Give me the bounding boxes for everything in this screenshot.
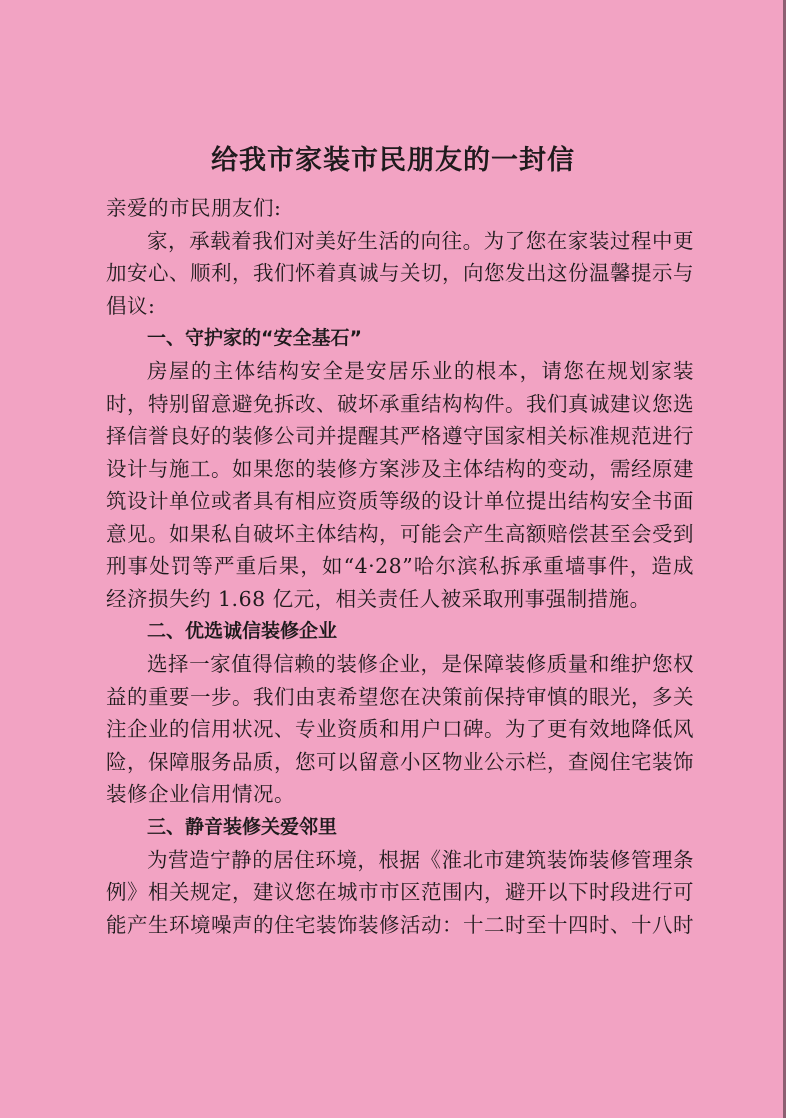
intro-paragraph: 家，承载着我们对美好生活的向往。为了您在家装过程中更加安心、顺利，我们怀着真诚与关切，向您发出这份温馨提示与倡议: [106,228,694,318]
section-heading-1: 一、守护家的“安全基石” [147,327,362,349]
salutation: 亲爱的市民朋友们: [106,196,282,220]
section-heading-2: 二、优选诚信装修企业 [147,620,338,642]
section-body-1: 房屋的主体结构安全是安居乐业的根本，请您在规划家装时，特别留意避免拆改、破坏承重结构构件。我们真诚建议您选择信誉良好的装修公司并提醒其严格遵守国家相关标准规范进行设计与施工。如果您的装修方案涉及主体结构的变动，需经原建筑设计单位或者具有相应资质等级的设计单位提出结构安全书面意见。如果私自破坏主体结构，可能会产生高额赔偿甚至会受到刑事处罚等严重后果，如“4·28”哈尔滨私拆承重墙事件，造成经济损失约 1.68 亿元，相关责任人被采取刑事强制措施。 [106,359,694,611]
section-body-2: 选择一家值得信赖的装修企业，是保障装修质量和维护您权益的重要一步。我们由衷希望您在决策前保持审慎的眼光，多关注企业的信用状况、专业资质和用户口碑。为了更有效地降低风险，保障服务品质，您可以留意小区物业公示栏，查阅住宅装饰装修企业信用情况。 [106,652,694,806]
letter-title: 给我市家装市民朋友的一封信 [211,145,575,176]
section-heading-3: 三、静音装修关爱邻里 [147,815,338,838]
section-body-3: 为营造宁静的居住环境，根据《淮北市建筑装饰装修管理条例》相关规定，建议您在城市市区范围内，避开以下时段进行可能产生环境噪声的住宅装饰装修活动：十二时至十四时、十八时 [106,847,694,937]
letter-body [106,192,694,941]
